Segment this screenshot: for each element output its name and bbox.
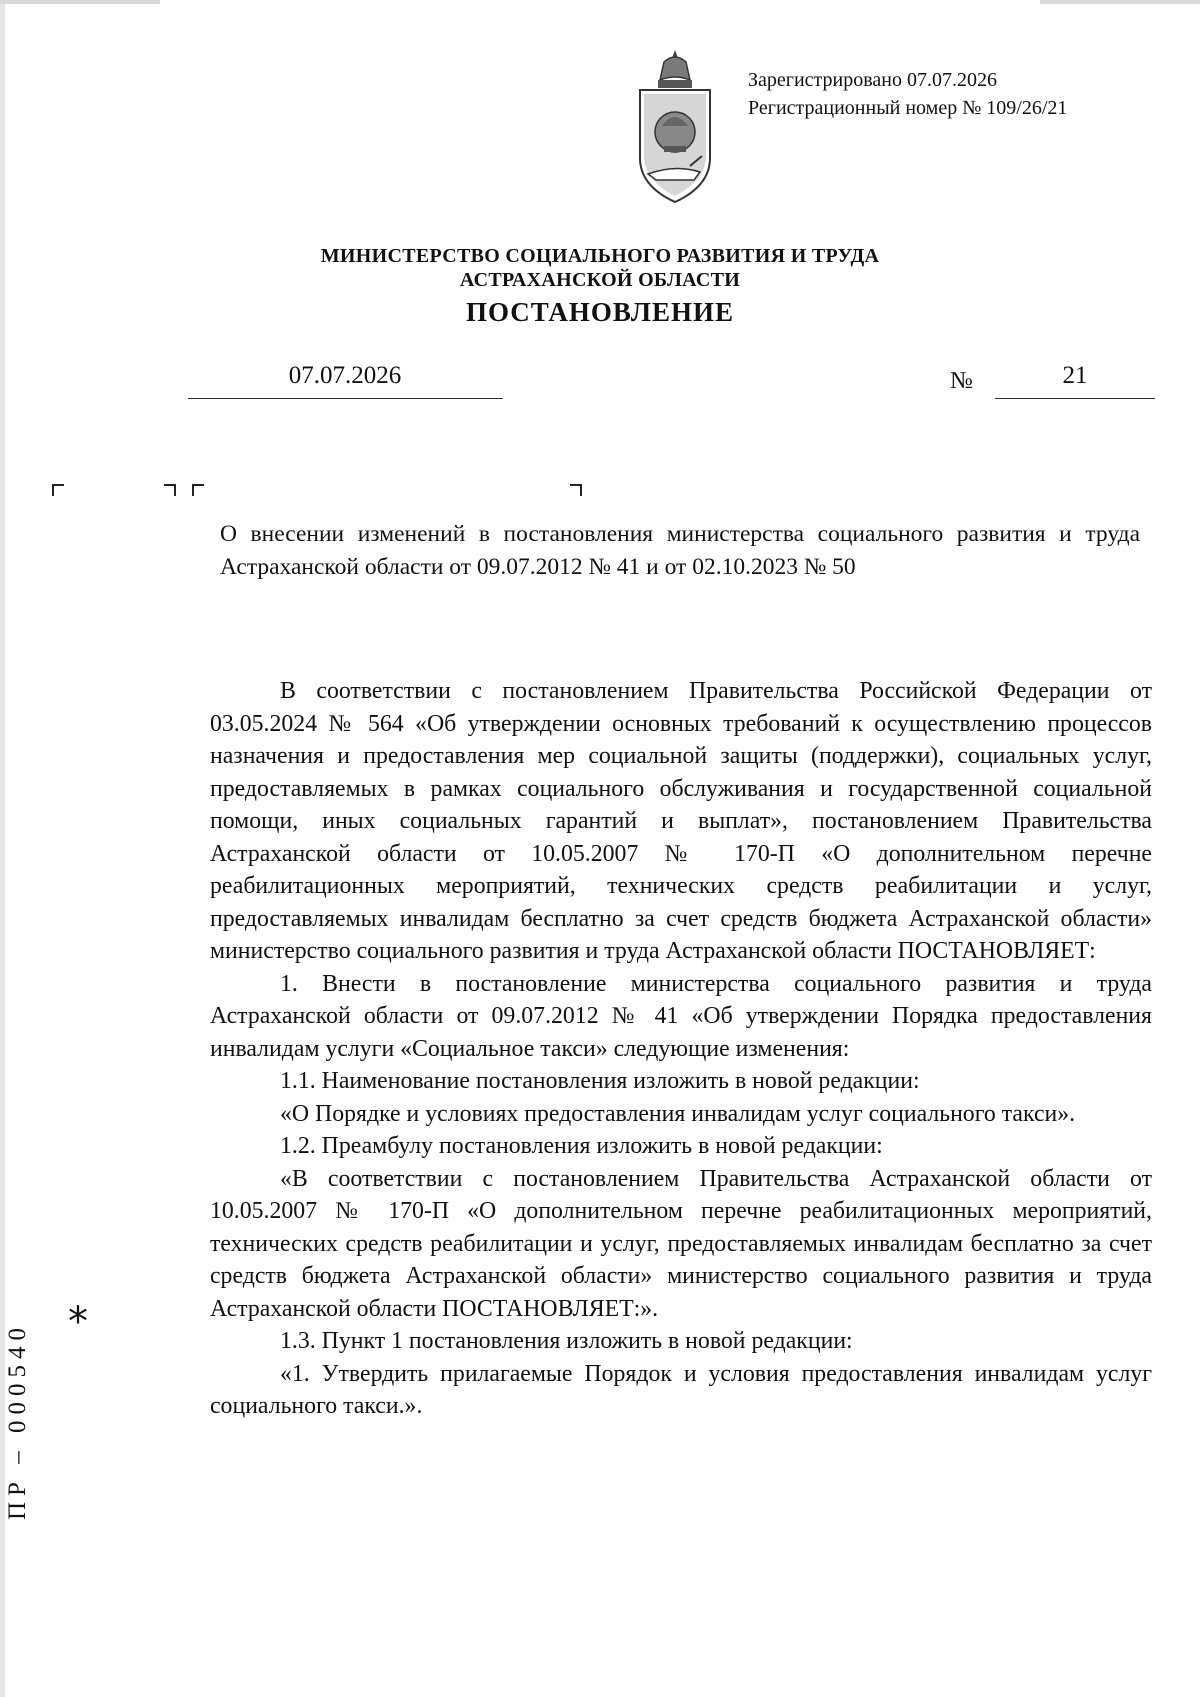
body-paragraph: «В соответствии с постановлением Правительства Астраханской области от 10.05.2007 № 170-П «О дополнительном перечне реабилитационных мероприятий, технических средств реабилитации и услуг, предоставляемых инвалидам бесплатно за счет средств бюджета Астраханской области» министерство социального развития и труда Астраханской области ПОСТАНОВЛЯЕТ:». (210, 1165, 1152, 1322)
body-paragraph: «О Порядке и условиях предоставления инвалидам услуг социального такси». (280, 1100, 1076, 1127)
corner-mark (52, 484, 64, 496)
corner-mark (570, 484, 582, 496)
body-paragraph: 1.3. Пункт 1 постановления изложить в новой редакции: (280, 1328, 853, 1354)
document-header (200, 244, 1000, 330)
registration-number: Регистрационный номер № 109/26/21 (748, 97, 1068, 119)
form-serial-number: ПР – 000540 (4, 1322, 31, 1520)
body-paragraph: В соответствии с постановлением Правительства Российской Федерации от 03.05.2024 № 564 «Об утверждении основных требований к осуществлению процессов назначения и предоставления мер социальной защиты (поддержки), социальных услуг, предоставляемых в рамках социального обслуживания и государственной социальной помощи, иных социальных гарантий и выплат», постановлением Правительства Астраханской области от 10.05.2007 № 170-П «О дополнительном перечне реабилитационных мероприятий, технических средств реабилитации и услуг, предоставляемых инвалидам бесплатно за счет средств бюджета Астраханской области» министерство социального развития и труда Астраханской области ПОСТАНОВЛЯЕТ: (210, 678, 1152, 964)
document-subject: О внесении изменений в постановления министерства социального развития и труда Астраханской области от 09.07.2012 № 41 и от 02.10.2023 № 50 (220, 521, 1140, 580)
scan-edge (0, 0, 160, 4)
corner-mark (192, 484, 204, 496)
document-date: 07.07.2026 (288, 362, 402, 389)
coat-of-arms-emblem (634, 46, 716, 206)
document-number: 21 (1062, 362, 1088, 389)
scan-edge (1040, 0, 1200, 4)
asterisk-mark: * (68, 1299, 88, 1345)
date-underline (188, 398, 503, 399)
ministry-name: МИНИСТЕРСТВО СОЦИАЛЬНОГО РАЗВИТИЯ И ТРУДА (320, 245, 880, 267)
document-type: ПОСТАНОВЛЕНИЕ (465, 297, 735, 327)
registration-block (748, 66, 1178, 122)
body-paragraph: 1. Внести в постановление министерства социального развития и труда Астраханской области от 09.07.2012 № 41 «Об утверждении Порядка предоставления инвалидам услуги «Социальное такси» следующие изменения: (210, 970, 1152, 1062)
region-name: АСТРАХАНСКОЙ ОБЛАСТИ (459, 269, 741, 291)
body-paragraph: 1.2. Преамбулу постановления изложить в новой редакции: (280, 1133, 883, 1159)
registration-date: Зарегистрировано 07.07.2026 (748, 69, 998, 91)
number-underline (995, 398, 1155, 399)
corner-mark (164, 484, 176, 496)
body-paragraph: 1.1. Наименование постановления изложить в новой редакции: (280, 1068, 920, 1094)
body-paragraph: «1. Утвердить прилагаемые Порядок и условия предоставления инвалидам услуг социального такси.». (210, 1360, 1152, 1419)
document-body (210, 675, 1152, 1423)
number-label: № (950, 368, 973, 394)
